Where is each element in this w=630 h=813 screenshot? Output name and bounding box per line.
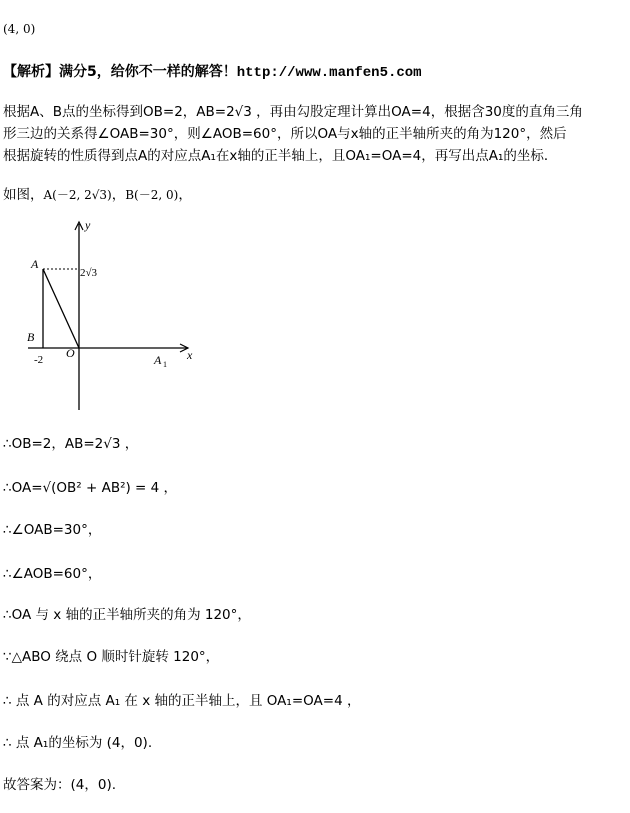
label-neg2: -2 (34, 354, 44, 366)
label-o: O (66, 346, 75, 360)
step-7: ∴ 点 A 的对应点 A₁ 在 x 轴的正半轴上，且 OA₁=OA=4 ， (3, 693, 361, 709)
step-8: ∴ 点 A₁的坐标为 (4，0). (3, 735, 153, 751)
label-a: A (31, 257, 39, 271)
intro-sep: ， (111, 187, 126, 203)
header-url: http://www.manfen5.com (236, 65, 422, 81)
analysis-line-2: 形三边的关系得∠OAB=30°，则∠AOB=60°，所以OA与x轴的正半轴所夹的角为120°，然后 (3, 126, 567, 142)
point-a-coord: A(－2, 2√3) (43, 188, 112, 202)
header-title: 【解析】满分5，给你不一样的解答！ (3, 64, 237, 80)
label-height: 2√3 (80, 267, 98, 279)
step-2: ∴OA=√(OB² + AB²) = 4 ， (3, 480, 178, 496)
label-b: B (27, 330, 35, 344)
step-4: ∴∠AOB=60°， (3, 566, 102, 582)
intro-prefix: 如图， (3, 187, 44, 203)
step-6: ∵△ABO 绕点 O 顺时针旋转 120°， (3, 649, 220, 665)
top-answer: (4, 0) (3, 22, 36, 36)
intro-suffix: ， (178, 187, 192, 203)
y-axis-label: y (85, 218, 91, 232)
x-axis-label: x (187, 348, 193, 362)
step-5: ∴OA 与 x 轴的正半轴所夹的角为 120°， (3, 607, 251, 623)
segment-ao (43, 269, 79, 348)
intro-line (3, 183, 192, 203)
step-3: ∴∠OAB=30°， (3, 522, 102, 538)
analysis-line-3: 根据旋转的性质得到点A的对应点A₁在x轴的正半轴上，且OA₁=OA=4，再写出点A₁的坐标． (3, 148, 558, 164)
label-a1: A (154, 353, 162, 367)
point-b-coord: B(－2, 0) (125, 188, 179, 202)
coordinate-figure (0, 210, 220, 415)
final-answer: 故答案为：(4，0). (3, 777, 117, 793)
analysis-header (3, 61, 422, 81)
label-a1-subscript: 1 (163, 360, 167, 369)
analysis-line-1: 根据A、B点的坐标得到OB=2，AB=2√3 ，再由勾股定理计算出OA=4，根据含30度的直角三角 (3, 104, 583, 120)
step-1: ∴OB=2，AB=2√3 ， (3, 436, 139, 452)
